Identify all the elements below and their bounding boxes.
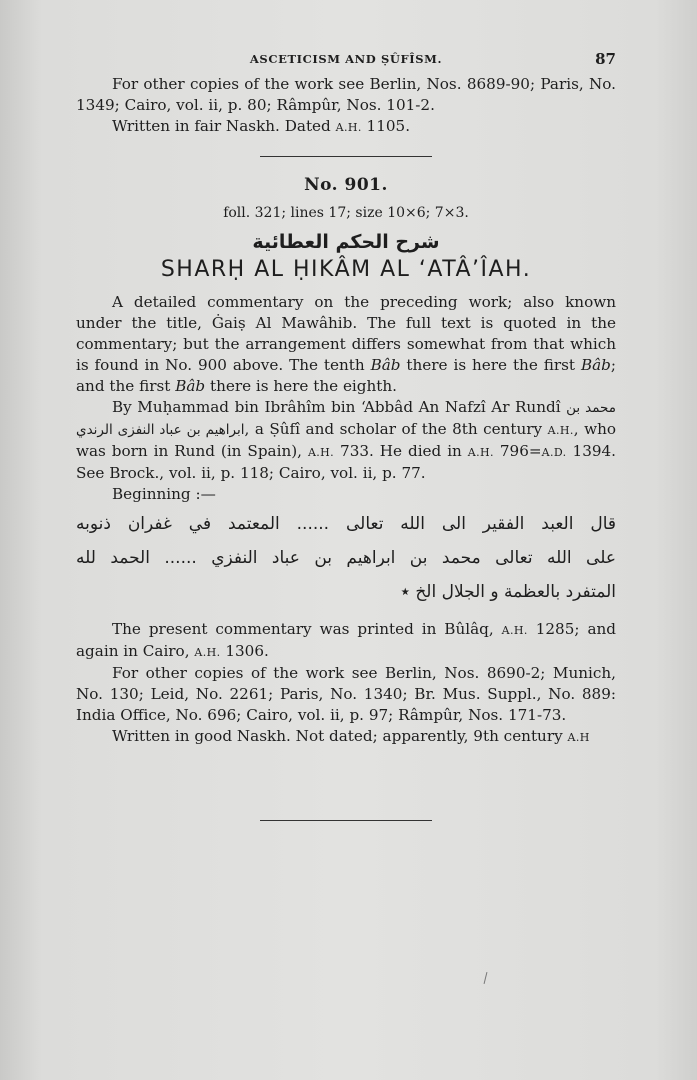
- bab-term: Bâb: [175, 377, 206, 395]
- desc-part3: ; and the first: [76, 356, 616, 395]
- era-ah: A.H.: [501, 624, 528, 637]
- running-head-title: ASCETICISM AND ṢÛFÎSM.: [249, 52, 443, 66]
- written-era: A.H: [567, 731, 590, 744]
- author-part6: 1394. See Brock., vol. ii, p. 118; Cairo, vol. ii, p. 77.: [76, 442, 617, 482]
- arabic-incipit-line-1: قال العبد الفقير الى الله تعالى ...... المعتمد في غفران ذنوبه: [76, 514, 616, 534]
- end-divider: [260, 820, 432, 821]
- prev-written-year: 1105.: [361, 117, 411, 135]
- desc-part2: there is here the first: [400, 356, 581, 374]
- entry-number: No. 901.: [304, 175, 388, 195]
- written-paragraph: [76, 726, 616, 748]
- page-number: 87: [595, 50, 616, 68]
- prev-written-era: A.H.: [335, 121, 362, 134]
- arabic-title: شرح الحكم العطائية: [252, 231, 440, 253]
- era-ah: A.H.: [467, 446, 494, 459]
- author-paragraph: [76, 397, 616, 484]
- bab-term: Bâb: [580, 356, 611, 374]
- author-part5: 796=: [493, 442, 542, 460]
- printed-prefix: The present commentary was printed in Bûlâq,: [112, 620, 502, 638]
- arabic-incipit-line-2: على الله تعالى محمد بن ابراهيم بن عباد النفزي ...... الحمد لله: [76, 548, 616, 568]
- printed-mid: 1285; and again in Cairo,: [76, 620, 617, 660]
- author-part1: By Muḥammad bin Ibrâhîm bin ‘Abbâd An Nafzî Ar Rundî: [112, 398, 567, 416]
- description-paragraph: [76, 292, 616, 397]
- era-ah: A.H.: [194, 646, 221, 659]
- era-ah: A.H.: [307, 446, 335, 459]
- bab-term: Bâb: [370, 356, 401, 374]
- era-ad: A.D.: [541, 446, 567, 459]
- author-part4: 733. He died in: [334, 442, 468, 460]
- page-content: [76, 50, 616, 821]
- entry-meta: foll. 321; lines 17; size 10×6; 7×3.: [223, 205, 469, 221]
- prev-entry-written: [76, 116, 616, 138]
- work-title: SHARḤ AL ḤIKÂM AL ‘ATÂ’ÎAH.: [160, 257, 532, 282]
- copies-paragraph: For other copies of the work see Berlin, Nos. 8690-2; Munich, No. 130; Leid, No. 2261; Paris, No. 1340; Br. Mus. Suppl., No. 889: India Office, No. 696; Cairo, vol. ii, p. 97; Râmpûr, Nos. 171-73.: [76, 664, 616, 724]
- running-head: [76, 50, 616, 74]
- printed-end: 1306.: [220, 642, 269, 660]
- beginning-label: Beginning :—: [112, 485, 216, 503]
- prev-entry-copies: For other copies of the work see Berlin, Nos. 8689-90; Paris, No. 1349; Cairo, vol. ii, p. 80; Râmpûr, Nos. 101-2.: [76, 75, 616, 114]
- ink-mark: [484, 972, 488, 984]
- prev-written-text: Written in fair Naskh. Dated: [112, 117, 336, 135]
- author-part3: , who was born in Rund (in Spain),: [76, 420, 616, 460]
- author-part2: , a Ṣûfî and scholar of the 8th century: [244, 420, 548, 438]
- author-arabic-name: محمد بن ابراهيم بن عباد النفزى الرندي: [76, 400, 616, 438]
- era-ah: A.H.: [547, 424, 574, 437]
- arabic-incipit-line-3: المتفرد بالعظمة و الجلال الخ ٭: [400, 582, 616, 602]
- written-text: Written in good Naskh. Not dated; apparently, 9th century: [112, 727, 568, 745]
- desc-part1: A detailed commentary on the preceding work; also known under the title, Ġaiṣ Al Mawâhib. The full text is quoted in the commentary; but the arrangement differs somewhat from that which is found in No. 900 above. The tenth: [76, 293, 616, 374]
- section-divider: [260, 156, 432, 157]
- printed-paragraph: [76, 619, 616, 663]
- desc-part4: there is here the eighth.: [205, 377, 398, 395]
